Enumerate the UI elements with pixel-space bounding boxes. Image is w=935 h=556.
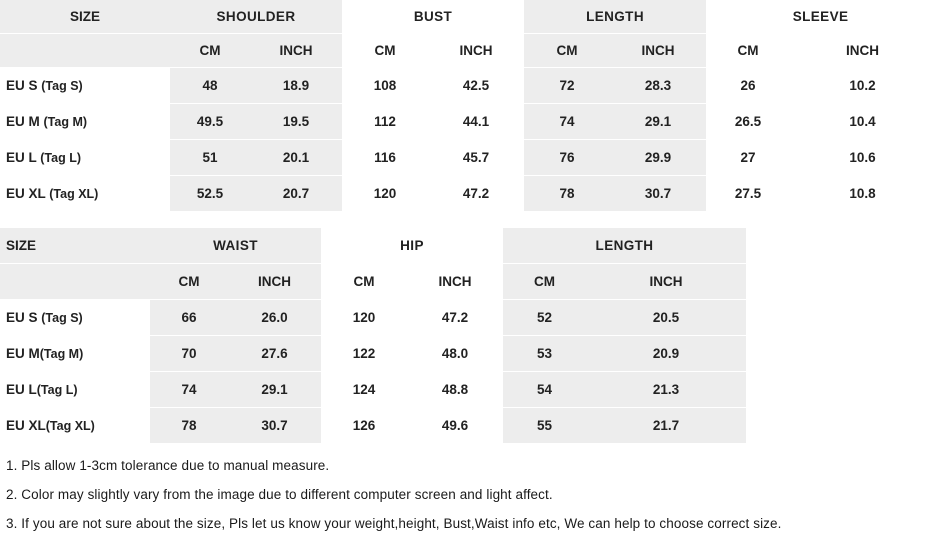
- row-size-s-bottom: EU S: [6, 310, 42, 325]
- cell-s-sleeve-cm: 26: [706, 68, 790, 104]
- unit-bust-inch: INCH: [428, 34, 524, 68]
- note-color: 2. Color may slightly vary from the image due to different computer screen and light affect.: [6, 487, 553, 502]
- row-size-m-bottom: EU M: [6, 346, 40, 361]
- cell-s-bust-cm: 108: [342, 68, 428, 104]
- row-tag-xl: (Tag XL): [49, 187, 99, 201]
- table-row: [0, 408, 935, 444]
- cell-filler: [746, 336, 935, 372]
- cell-l-waist-inch: 29.1: [228, 372, 321, 408]
- unit-hip-cm: CM: [321, 264, 407, 300]
- header-group-length-bottom: LENGTH: [503, 228, 746, 264]
- cell-xl-hip-cm: 126: [321, 408, 407, 444]
- header-group-hip: HIP: [321, 228, 503, 264]
- row-tag-m-bottom: (Tag M): [39, 347, 84, 361]
- cell-xl-shoulder-inch: 20.7: [250, 176, 342, 212]
- cell-l-blength-cm: 54: [503, 372, 586, 408]
- cell-m-bust-inch: 44.1: [428, 104, 524, 140]
- cell-s-shoulder-inch: 18.9: [250, 68, 342, 104]
- table-row: [0, 372, 935, 408]
- unit-waist-inch: INCH: [228, 264, 321, 300]
- row-label-m: [0, 104, 170, 140]
- cell-xl-waist-cm: 78: [150, 408, 228, 444]
- table-row: [0, 68, 935, 104]
- note-tolerance: 1. Pls allow 1-3cm tolerance due to manual measure.: [6, 458, 330, 473]
- cell-l-length-cm: 76: [524, 140, 610, 176]
- cell-s-blength-inch: 20.5: [586, 300, 746, 336]
- row-size-l-bottom: EU L: [6, 382, 37, 397]
- header-group-waist: WAIST: [150, 228, 321, 264]
- unit-shoulder-cm: CM: [170, 34, 250, 68]
- table-top-unit-header-row: [0, 34, 935, 68]
- row-size-m: EU M: [6, 114, 44, 129]
- cell-xl-shoulder-cm: 52.5: [170, 176, 250, 212]
- cell-xl-blength-cm: 55: [503, 408, 586, 444]
- unit-blength-inch: INCH: [586, 264, 746, 300]
- cell-l-hip-inch: 48.8: [407, 372, 503, 408]
- row-tag-m: (Tag M): [43, 115, 88, 129]
- cell-m-length-inch: 29.1: [610, 104, 706, 140]
- table-row: [0, 176, 935, 212]
- cell-s-length-cm: 72: [524, 68, 610, 104]
- cell-xl-blength-inch: 21.7: [586, 408, 746, 444]
- cell-m-length-cm: 74: [524, 104, 610, 140]
- cell-s-bust-inch: 42.5: [428, 68, 524, 104]
- cell-filler: [746, 408, 935, 444]
- cell-xl-sleeve-cm: 27.5: [706, 176, 790, 212]
- unit-blength-cm: CM: [503, 264, 586, 300]
- table-row: [0, 300, 935, 336]
- cell-l-bust-cm: 116: [342, 140, 428, 176]
- row-label-s-bottom: [0, 300, 150, 336]
- cell-s-hip-cm: 120: [321, 300, 407, 336]
- table-row: [0, 104, 935, 140]
- cell-m-sleeve-inch: 10.4: [790, 104, 935, 140]
- row-tag-xl-bottom: (Tag XL): [45, 419, 95, 433]
- cell-m-waist-cm: 70: [150, 336, 228, 372]
- row-label-m-bottom: [0, 336, 150, 372]
- unit-blank-bottom: [0, 264, 150, 300]
- unit-shoulder-inch: INCH: [250, 34, 342, 68]
- cell-xl-length-cm: 78: [524, 176, 610, 212]
- row-size-xl: EU XL: [6, 186, 50, 201]
- row-label-s: [0, 68, 170, 104]
- header-group-sleeve: SLEEVE: [706, 0, 935, 34]
- header-group-length: LENGTH: [524, 0, 706, 34]
- cell-filler: [746, 372, 935, 408]
- header-filler: [746, 228, 935, 264]
- unit-sleeve-cm: CM: [706, 34, 790, 68]
- cell-xl-hip-inch: 49.6: [407, 408, 503, 444]
- cell-s-waist-inch: 26.0: [228, 300, 321, 336]
- cell-l-length-inch: 29.9: [610, 140, 706, 176]
- cell-s-sleeve-inch: 10.2: [790, 68, 935, 104]
- row-size-l: EU L: [6, 150, 41, 165]
- cell-xl-bust-inch: 47.2: [428, 176, 524, 212]
- cell-m-hip-cm: 122: [321, 336, 407, 372]
- cell-l-sleeve-cm: 27: [706, 140, 790, 176]
- header-size: SIZE: [0, 0, 170, 34]
- row-label-l-bottom: [0, 372, 150, 408]
- cell-xl-sleeve-inch: 10.8: [790, 176, 935, 212]
- row-tag-l: (Tag L): [40, 151, 81, 165]
- header-size-bottom: SIZE: [0, 228, 150, 264]
- cell-m-bust-cm: 112: [342, 104, 428, 140]
- cell-l-shoulder-inch: 20.1: [250, 140, 342, 176]
- cell-l-bust-inch: 45.7: [428, 140, 524, 176]
- row-label-xl: [0, 176, 170, 212]
- cell-s-blength-cm: 52: [503, 300, 586, 336]
- size-table-bottom: [0, 228, 935, 444]
- unit-hip-inch: INCH: [407, 264, 503, 300]
- unit-waist-cm: CM: [150, 264, 228, 300]
- unit-bust-cm: CM: [342, 34, 428, 68]
- row-size-s: EU S: [6, 78, 42, 93]
- table-bottom-unit-header-row: [0, 264, 935, 300]
- note-size-help: 3. If you are not sure about the size, Pls let us know your weight,height, Bust,Waist info etc, We can help to choose correct size.: [6, 516, 782, 531]
- cell-s-length-inch: 28.3: [610, 68, 706, 104]
- unit-length-inch: INCH: [610, 34, 706, 68]
- row-tag-s: (Tag S): [41, 79, 83, 93]
- notes-section: [0, 458, 935, 531]
- cell-m-shoulder-cm: 49.5: [170, 104, 250, 140]
- header-group-bust: BUST: [342, 0, 524, 34]
- unit-sleeve-inch: INCH: [790, 34, 935, 68]
- table-spacer: [0, 212, 935, 229]
- cell-filler: [746, 300, 935, 336]
- row-label-xl-bottom: [0, 408, 150, 444]
- cell-xl-length-inch: 30.7: [610, 176, 706, 212]
- cell-s-waist-cm: 66: [150, 300, 228, 336]
- cell-m-blength-cm: 53: [503, 336, 586, 372]
- unit-length-cm: CM: [524, 34, 610, 68]
- unit-blank: [0, 34, 170, 68]
- cell-l-hip-cm: 124: [321, 372, 407, 408]
- cell-s-shoulder-cm: 48: [170, 68, 250, 104]
- unit-filler: [746, 264, 935, 300]
- cell-l-shoulder-cm: 51: [170, 140, 250, 176]
- cell-l-blength-inch: 21.3: [586, 372, 746, 408]
- table-row: [0, 140, 935, 176]
- cell-xl-bust-cm: 120: [342, 176, 428, 212]
- cell-m-waist-inch: 27.6: [228, 336, 321, 372]
- row-label-l: [0, 140, 170, 176]
- cell-m-hip-inch: 48.0: [407, 336, 503, 372]
- cell-l-sleeve-inch: 10.6: [790, 140, 935, 176]
- cell-xl-waist-inch: 30.7: [228, 408, 321, 444]
- table-top-group-header-row: [0, 0, 935, 34]
- row-tag-l-bottom: (Tag L): [36, 383, 78, 397]
- table-bottom-group-header-row: [0, 228, 935, 264]
- row-size-xl-bottom: EU XL: [6, 418, 46, 433]
- cell-s-hip-inch: 47.2: [407, 300, 503, 336]
- cell-m-shoulder-inch: 19.5: [250, 104, 342, 140]
- header-group-shoulder: SHOULDER: [170, 0, 342, 34]
- cell-m-blength-inch: 20.9: [586, 336, 746, 372]
- cell-m-sleeve-cm: 26.5: [706, 104, 790, 140]
- table-row: [0, 336, 935, 372]
- cell-l-waist-cm: 74: [150, 372, 228, 408]
- size-table-top: [0, 0, 935, 228]
- row-tag-s-bottom: (Tag S): [41, 311, 83, 325]
